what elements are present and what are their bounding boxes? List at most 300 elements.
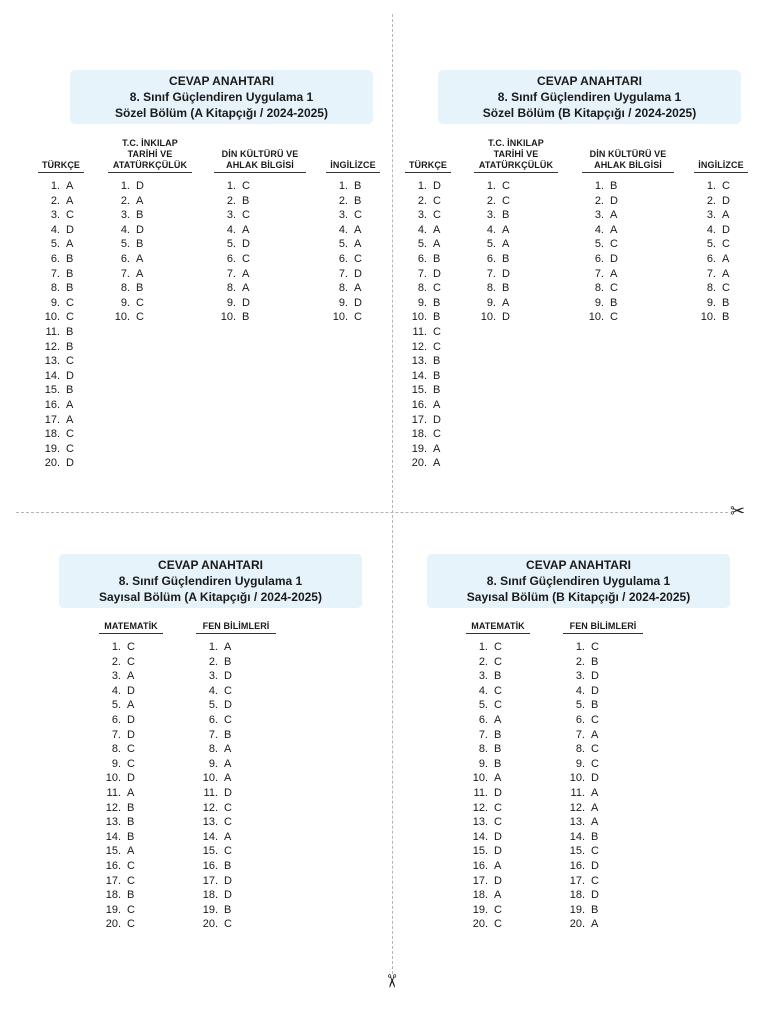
question-number: 16.	[569, 859, 585, 872]
question-number: 10.	[588, 311, 604, 324]
question-number: 2.	[594, 194, 604, 207]
question-number: 11.	[106, 786, 121, 799]
question-number: 4.	[208, 684, 218, 697]
question-number: 4.	[575, 684, 585, 697]
question-number: 14.	[472, 830, 488, 843]
answer-letter: A	[591, 918, 599, 931]
answer-letter: C	[433, 209, 441, 222]
answer-item	[108, 179, 192, 194]
question-number: 8.	[120, 282, 130, 295]
answer-letter: A	[610, 267, 618, 280]
question-number: 5.	[50, 238, 60, 251]
question-number: 8.	[486, 282, 496, 295]
subject-header-line: MATEMATİK	[471, 621, 525, 631]
answer-letter: D	[494, 874, 502, 887]
answer-item	[326, 310, 380, 325]
subject-header	[196, 621, 276, 634]
answer-item	[694, 237, 748, 252]
question-number: 3.	[111, 670, 121, 683]
answer-item	[99, 888, 163, 903]
question-number: 6.	[594, 252, 604, 265]
answer-letter: C	[242, 209, 250, 222]
answer-list	[694, 179, 748, 325]
answer-letter: C	[494, 699, 502, 712]
answer-item	[326, 208, 380, 223]
answer-item	[563, 728, 643, 743]
answer-item	[196, 903, 276, 918]
question-number: 10.	[105, 772, 121, 785]
question-number: 5.	[226, 238, 236, 251]
question-number: 3.	[486, 209, 496, 222]
question-number: 17.	[569, 874, 585, 887]
question-number: 2.	[417, 194, 427, 207]
answer-letter: D	[494, 845, 502, 858]
answer-item	[38, 237, 84, 252]
answer-key-title: CEVAP ANAHTARI	[158, 558, 263, 572]
answer-list	[474, 179, 558, 325]
answer-item	[99, 903, 163, 918]
answer-item	[474, 310, 558, 325]
answer-letter: D	[242, 296, 250, 309]
question-number: 12.	[569, 801, 585, 814]
answer-item	[563, 815, 643, 830]
question-number: 3.	[478, 670, 488, 683]
answer-item	[474, 208, 558, 223]
answer-item	[99, 874, 163, 889]
answer-letter: C	[66, 209, 74, 222]
answer-item	[196, 742, 276, 757]
answer-letter: C	[127, 641, 135, 653]
answer-item	[474, 237, 558, 252]
question-number: 4.	[226, 223, 236, 236]
answer-letter: C	[136, 296, 144, 309]
answer-item	[694, 296, 748, 311]
question-number: 5.	[111, 699, 121, 712]
question-number: 14.	[411, 369, 427, 382]
answer-item	[38, 427, 84, 442]
answer-list	[196, 640, 276, 932]
question-number: 7.	[706, 267, 716, 280]
answer-item	[99, 728, 163, 743]
answer-item	[466, 844, 530, 859]
answer-letter: D	[494, 830, 502, 843]
answer-item	[108, 208, 192, 223]
answer-item	[326, 237, 380, 252]
subject-header-line: ATATÜRKÇÜLÜK	[478, 160, 554, 170]
answer-list	[563, 640, 643, 932]
answer-letter: A	[354, 223, 362, 236]
subject-header-line: İNGİLİZCE	[698, 160, 744, 170]
answer-item	[563, 888, 643, 903]
answer-letter: A	[127, 786, 135, 799]
question-number: 1.	[706, 180, 716, 192]
scissors-icon: ✂	[381, 973, 402, 989]
answer-letter: A	[591, 728, 599, 741]
question-number: 13.	[411, 355, 427, 368]
answer-letter: B	[242, 194, 250, 207]
answer-letter: C	[354, 311, 362, 324]
question-number: 9.	[486, 296, 496, 309]
question-number: 12.	[105, 801, 121, 814]
answer-letter: A	[224, 830, 232, 843]
answer-list	[99, 640, 163, 932]
answer-item	[694, 194, 748, 209]
question-number: 2.	[575, 655, 585, 668]
answer-letter: D	[610, 194, 618, 207]
subject-header-line: DİN KÜLTÜRÜ VE	[221, 149, 299, 159]
question-number: 4.	[50, 223, 60, 236]
answer-letter: C	[66, 428, 74, 441]
answer-item	[99, 655, 163, 670]
subject-header-line: MATEMATİK	[104, 621, 158, 631]
subject-header	[326, 160, 380, 173]
answer-letter: B	[66, 282, 74, 295]
answer-item	[582, 194, 674, 209]
question-number: 19.	[105, 903, 121, 916]
answer-item	[38, 354, 84, 369]
question-number: 19.	[569, 903, 585, 916]
answer-letter: B	[354, 194, 362, 207]
answer-letter: D	[242, 238, 250, 251]
question-number: 4.	[594, 223, 604, 236]
answer-item	[214, 281, 306, 296]
answer-letter: D	[502, 311, 510, 324]
question-number: 8.	[208, 743, 218, 756]
answer-letter: A	[127, 670, 135, 683]
question-number: 19.	[202, 903, 218, 916]
answer-letter: D	[127, 713, 135, 726]
answer-item	[108, 252, 192, 267]
question-number: 7.	[50, 267, 60, 280]
answer-item	[38, 310, 84, 325]
answer-item	[563, 757, 643, 772]
answer-letter: D	[722, 223, 730, 236]
answer-key-subtitle: 8. Sınıf Güçlendiren Uygulama 1	[497, 90, 682, 104]
answer-letter: A	[494, 889, 502, 902]
answer-letter: D	[136, 223, 144, 236]
answer-letter: D	[494, 786, 502, 799]
question-number: 7.	[486, 267, 496, 280]
answer-letter: A	[354, 282, 362, 295]
question-number: 8.	[50, 282, 60, 295]
answer-letter: A	[127, 845, 135, 858]
answer-list	[466, 640, 530, 932]
question-number: 5.	[594, 238, 604, 251]
answer-letter: B	[591, 830, 599, 843]
subject-header	[214, 149, 306, 173]
answer-item	[563, 698, 643, 713]
answer-item	[582, 223, 674, 238]
answer-key-subtitle: 8. Sınıf Güçlendiren Uygulama 1	[129, 90, 314, 104]
answer-letter: B	[433, 355, 441, 368]
answer-letter: A	[722, 252, 730, 265]
answer-item	[99, 713, 163, 728]
question-number: 3.	[338, 209, 348, 222]
answer-item	[196, 757, 276, 772]
question-number: 18.	[569, 889, 585, 902]
question-number: 9.	[478, 757, 488, 770]
answer-letter: D	[224, 786, 232, 799]
answer-item	[405, 267, 451, 282]
question-number: 17.	[472, 874, 488, 887]
question-number: 17.	[202, 874, 218, 887]
answer-letter: C	[610, 282, 618, 295]
question-number: 1.	[208, 641, 218, 653]
answer-letter: C	[610, 238, 618, 251]
question-number: 8.	[417, 282, 427, 295]
answer-item	[99, 771, 163, 786]
answer-item	[405, 369, 451, 384]
answer-item	[196, 698, 276, 713]
question-number: 7.	[478, 728, 488, 741]
answer-item	[563, 640, 643, 655]
answer-letter: B	[224, 859, 232, 872]
question-number: 5.	[478, 699, 488, 712]
answer-key-header	[59, 554, 362, 608]
answer-item	[405, 354, 451, 369]
subject-header	[99, 621, 163, 634]
answer-item	[405, 179, 451, 194]
answer-letter: D	[591, 889, 599, 902]
question-number: 6.	[338, 252, 348, 265]
subject-header	[563, 621, 643, 634]
question-number: 20.	[44, 457, 60, 470]
question-number: 2.	[50, 194, 60, 207]
answer-letter: B	[136, 209, 144, 222]
answer-item	[405, 194, 451, 209]
answer-letter: C	[591, 874, 599, 887]
answer-item	[474, 267, 558, 282]
question-number: 2.	[478, 655, 488, 668]
answer-key-subtitle: 8. Sınıf Güçlendiren Uygulama 1	[486, 574, 671, 588]
answer-letter: A	[610, 209, 618, 222]
subject-header-line: TÜRKÇE	[408, 160, 448, 170]
answer-item	[694, 267, 748, 282]
question-number: 7.	[208, 728, 218, 741]
answer-item	[694, 208, 748, 223]
answer-letter: C	[722, 282, 730, 295]
question-number: 1.	[486, 180, 496, 192]
answer-item	[405, 413, 451, 428]
answer-letter: B	[242, 311, 250, 324]
answer-item	[38, 325, 84, 340]
answer-letter: C	[494, 903, 502, 916]
answer-item	[466, 917, 530, 932]
answer-letter: A	[136, 267, 144, 280]
answer-item	[563, 874, 643, 889]
answer-letter: A	[66, 180, 74, 192]
answer-letter: B	[433, 252, 441, 265]
question-number: 6.	[478, 713, 488, 726]
answer-letter: C	[242, 180, 250, 192]
answer-letter: C	[127, 918, 135, 931]
answer-item	[405, 456, 451, 471]
question-number: 15.	[44, 384, 60, 397]
answer-letter: D	[433, 413, 441, 426]
answer-letter: A	[494, 859, 502, 872]
answer-item	[214, 208, 306, 223]
answer-letter: B	[433, 369, 441, 382]
answer-item	[582, 267, 674, 282]
question-number: 8.	[478, 743, 488, 756]
scissors-icon: ✂	[730, 501, 746, 521]
answer-item	[466, 830, 530, 845]
question-number: 7.	[417, 267, 427, 280]
answer-item	[214, 223, 306, 238]
subject-header-line: TARİHİ VE	[493, 149, 539, 159]
answer-letter: C	[722, 238, 730, 251]
question-number: 11.	[412, 325, 427, 338]
answer-item	[99, 757, 163, 772]
answer-item	[466, 698, 530, 713]
question-number: 4.	[338, 223, 348, 236]
answer-item	[582, 281, 674, 296]
question-number: 20.	[569, 918, 585, 931]
question-number: 6.	[226, 252, 236, 265]
question-number: 17.	[44, 413, 60, 426]
answer-item	[563, 903, 643, 918]
question-number: 2.	[226, 194, 236, 207]
answer-letter: B	[502, 209, 510, 222]
answer-letter: B	[136, 282, 144, 295]
answer-item	[196, 888, 276, 903]
answer-item	[474, 179, 558, 194]
answer-letter: C	[127, 903, 135, 916]
answer-item	[466, 888, 530, 903]
answer-item	[466, 640, 530, 655]
answer-item	[405, 223, 451, 238]
answer-letter: B	[494, 728, 502, 741]
question-number: 3.	[50, 209, 60, 222]
answer-letter: B	[502, 252, 510, 265]
answer-letter: B	[224, 903, 232, 916]
question-number: 11.	[473, 786, 488, 799]
question-number: 2.	[111, 655, 121, 668]
answer-letter: A	[722, 267, 730, 280]
answer-letter: D	[354, 296, 362, 309]
answer-item	[99, 640, 163, 655]
answer-item	[38, 442, 84, 457]
answer-item	[108, 310, 192, 325]
question-number: 6.	[50, 252, 60, 265]
answer-item	[563, 801, 643, 816]
answer-item	[466, 771, 530, 786]
question-number: 18.	[472, 889, 488, 902]
answer-letter: B	[66, 252, 74, 265]
question-number: 10.	[472, 772, 488, 785]
answer-letter: D	[224, 874, 232, 887]
answer-letter: B	[591, 699, 599, 712]
answer-item	[563, 771, 643, 786]
answer-letter: D	[224, 699, 232, 712]
answer-item	[38, 281, 84, 296]
answer-item	[474, 223, 558, 238]
answer-item	[474, 296, 558, 311]
answer-letter: D	[127, 772, 135, 785]
subject-header-line: FEN BİLİMLERİ	[569, 621, 637, 631]
question-number: 18.	[44, 428, 60, 441]
question-number: 8.	[226, 282, 236, 295]
answer-letter: A	[591, 816, 599, 829]
question-number: 9.	[226, 296, 236, 309]
answer-item	[196, 917, 276, 932]
answer-letter: A	[66, 238, 74, 251]
question-number: 15.	[105, 845, 121, 858]
answer-item	[38, 296, 84, 311]
answer-item	[466, 801, 530, 816]
question-number: 1.	[111, 641, 121, 653]
answer-item	[38, 340, 84, 355]
answer-letter: C	[502, 194, 510, 207]
answer-item	[108, 237, 192, 252]
question-number: 5.	[575, 699, 585, 712]
answer-item	[582, 252, 674, 267]
answer-letter: A	[591, 786, 599, 799]
question-number: 3.	[417, 209, 427, 222]
answer-letter: C	[433, 325, 441, 338]
answer-item	[196, 669, 276, 684]
question-number: 18.	[105, 889, 121, 902]
subject-header-line: ATATÜRKÇÜLÜK	[112, 160, 188, 170]
answer-item	[405, 310, 451, 325]
question-number: 4.	[111, 684, 121, 697]
answer-item	[108, 223, 192, 238]
answer-letter: A	[722, 209, 730, 222]
question-number: 14.	[44, 369, 60, 382]
subject-header-line: DİN KÜLTÜRÜ VE	[589, 149, 667, 159]
answer-item	[563, 844, 643, 859]
answer-letter: B	[433, 384, 441, 397]
question-number: 5.	[338, 238, 348, 251]
answer-item	[694, 310, 748, 325]
answer-letter: A	[433, 223, 441, 236]
question-number: 13.	[202, 816, 218, 829]
question-number: 7.	[111, 728, 121, 741]
question-number: 3.	[226, 209, 236, 222]
answer-letter: C	[433, 194, 441, 207]
question-number: 9.	[706, 296, 716, 309]
question-number: 3.	[120, 209, 130, 222]
question-number: 20.	[202, 918, 218, 931]
answer-item	[38, 179, 84, 194]
question-number: 14.	[202, 830, 218, 843]
answer-item	[196, 655, 276, 670]
answer-key-header	[427, 554, 730, 608]
answer-list	[582, 179, 674, 325]
answer-letter: A	[242, 223, 250, 236]
question-number: 10.	[569, 772, 585, 785]
answer-list	[38, 179, 84, 471]
answer-item	[474, 281, 558, 296]
question-number: 10.	[332, 311, 348, 324]
answer-letter: B	[224, 728, 232, 741]
answer-item	[405, 281, 451, 296]
answer-item	[214, 194, 306, 209]
answer-letter: D	[66, 369, 74, 382]
answer-letter: B	[66, 384, 74, 397]
answer-item	[38, 398, 84, 413]
answer-letter: C	[591, 743, 599, 756]
answer-letter: B	[127, 816, 135, 829]
question-number: 12.	[472, 801, 488, 814]
answer-letter: D	[591, 772, 599, 785]
answer-item	[214, 310, 306, 325]
answer-item	[326, 267, 380, 282]
answer-letter: B	[591, 655, 599, 668]
answer-letter: C	[494, 801, 502, 814]
answer-key-section: Sayısal Bölüm (B Kitapçığı / 2024-2025)	[466, 590, 691, 604]
question-number: 5.	[706, 238, 716, 251]
